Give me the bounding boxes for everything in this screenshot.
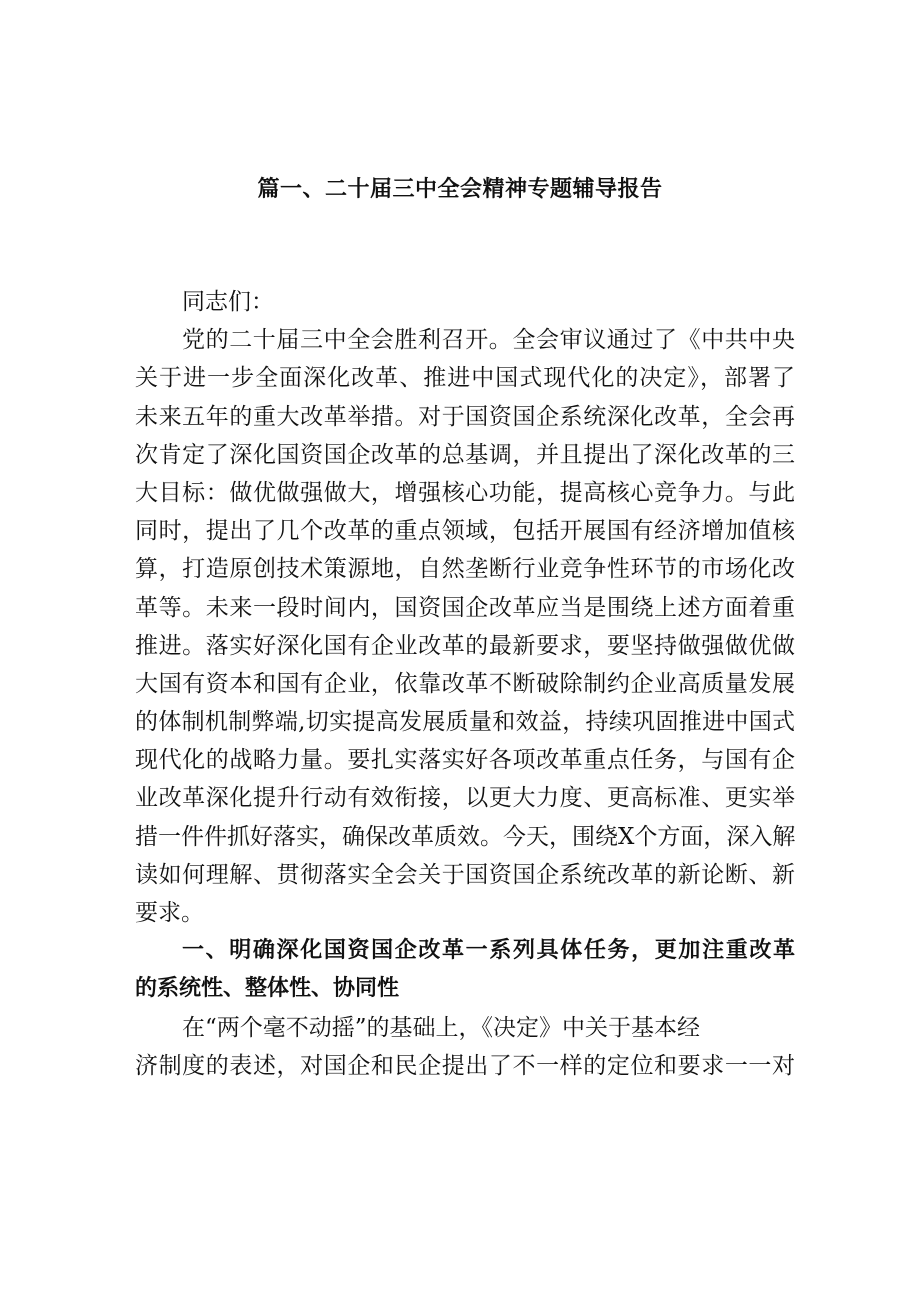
paragraph-2 [135,1009,795,1085]
greeting: 同志们： [182,289,274,315]
paragraph-line: 党的二十届三中全会胜利召开。全会审议通过了《中共中央 [182,327,795,354]
document-body [135,283,795,1085]
section-heading-1 [135,932,795,1008]
paragraph-line: 的体制机制弊端,切实提高发展质量和效益，持续巩固推进中国式 [135,709,795,736]
paragraph-line: 未来五年的重大改革举措。对于国资国企系统深化改革，全会再 [135,403,795,430]
heading-line: 一、明确深化国资国企改革一系列具体任务，更加注重改革 [182,938,795,964]
paragraph-line: 在“两个毫不动摇”的基础上，《决定》中关于基本经 [182,1014,701,1041]
document-title: 篇一、二十届三中全会精神专题辅导报告 [257,177,663,202]
paragraph-line: 革等。未来一段时间内，国资国企改革应当是围绕上述方面着重 [135,594,795,621]
paragraph-line: 算，打造原创技术策源地，自然垄断行业竞争性环节的市场化改 [135,556,795,583]
paragraph-line: 大目标：做优做强做大，增强核心功能，提高核心竞争力。与此 [135,479,795,506]
paragraph-line: 大国有资本和国有企业，依靠改革不断破除制约企业高质量发展 [135,670,795,697]
paragraph-line: 关于进一步全面深化改革、推进中国式现代化的决定》，部署了 [135,365,795,392]
paragraph-line: 现代化的战略力量。要扎实落实好各项改革重点任务，与国有企 [135,747,795,774]
paragraph-line: 济制度的表述，对国企和民企提出了不一样的定位和要求一一对 [135,1052,795,1079]
paragraph-line: 推进。落实好深化国有企业改革的最新要求，要坚持做强做优做 [135,632,795,659]
heading-line: 的系统性、整体性、协同性 [135,976,400,1002]
paragraph-line: 读如何理解、贯彻落实全会关于国资国企系统改革的新论断、新 [135,861,795,888]
paragraph-line: 同时，提出了几个改革的重点领域，包括开展国有经济增加值核 [135,518,795,545]
paragraph-line: 要求。 [135,900,204,926]
paragraph-line: 次肯定了深化国资国企改革的总基调，并且提出了深化改革的三 [135,441,795,468]
paragraph-line: 措一件件抓好落实，确保改革质效。今天，围绕X个方面，深入解 [135,823,796,850]
paragraph-line: 业改革深化提升行动有效衔接，以更大力度、更高标准、更实举 [135,785,795,812]
paragraph-1 [135,321,795,932]
